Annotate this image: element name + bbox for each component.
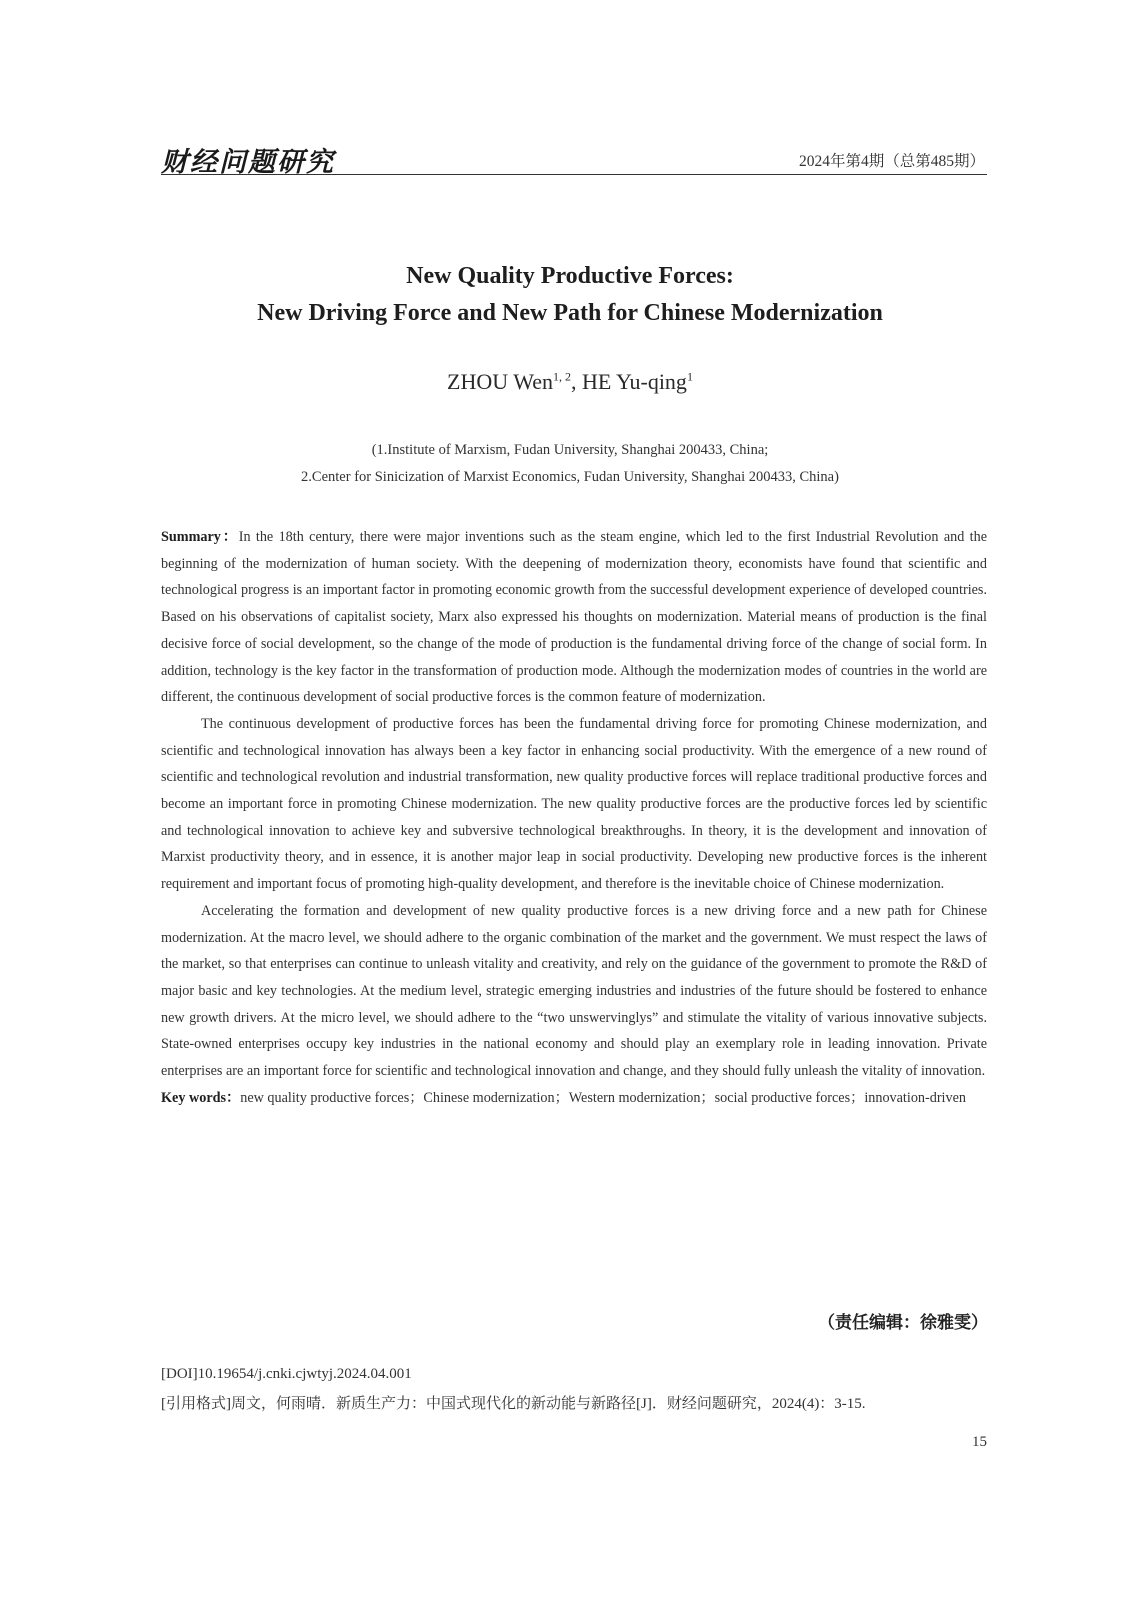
summary-paragraph [161,524,987,711]
journal-logo: 财经问题研究 [161,147,335,177]
article-title [0,258,1140,332]
doi: [DOI]10.19654/j.cnki.cjwtyj.2024.04.001 [161,1366,412,1382]
page-header [161,140,987,175]
keywords-text: new quality productive forces；Chinese modernization；Western modernization；social productive forces；innovation-driven [240,1089,966,1106]
summary-paragraph: Accelerating the formation and development of new quality productive forces is a new driving force and a new path for Chinese modernization. At the macro level, we should adhere to the organic combination of the market and the government. We must respect the laws of the market, so that enterprises can continue to unleash vitality and creativity, and rely on the guidance of the government to promote the R&D of major basic and key technologies. At the medium level, strategic emerging industries and industries of the future should be fostered to enhance new growth drivers. At the micro level, we should adhere to the “two unswervinglys” and stimulate the vitality of various innovative subjects. State-owned enterprises occupy key industries in the national economy and should play an exemplary role in leading innovation. Private enterprises are an important force for scientific and technological innovation and change, and they should fully unleash the vitality of innovation. [161,902,987,1080]
citation-format: [引用格式]周文，何雨晴．新质生产力：中国式现代化的新动能与新路径[J]．财经问题研究，2024(4)：3-15. [161,1396,866,1412]
summary-label: Summary： [161,529,239,545]
issue-info: 2024年第4期（总第485期） [798,153,985,170]
author-affiliation-mark: 1, 2 [553,369,572,384]
author-separator: , [571,369,583,394]
title-line-1: New Quality Productive Forces: [406,263,734,289]
affiliations [0,437,1140,491]
title-line-2: New Driving Force and New Path for Chinese Modernization [257,300,883,326]
summary-text: In the 18th century, there were major inventions such as the steam engine, which led to the first Industrial Revolution and the beginning of the modernization of human society. With the deepening of modernization theory, economists have found that scientific and technological progress is an important factor in promoting economic growth from the successful development experience of developed countries. Based on his observations of capitalist society, Marx also expressed his thoughts on modernization. Material means of production is the final decisive force of social development, so the change of the mode of production is the fundamental driving force of the change of social form. In addition, technology is the key factor in the transformation of production mode. Although the modernization modes of countries in the world are different, the continuous development of social productive forces is the common feature of modernization. [161,529,988,706]
author-list [0,369,1140,395]
author-name: HE Yu-qing [582,369,687,394]
author-affiliation-mark: 1 [686,369,693,384]
author-name: ZHOU Wen [447,369,554,394]
summary-paragraph: The continuous development of productive forces has been the fundamental driving force for promoting Chinese modernization, and scientific and technological innovation has always been a key factor in enhancing social productivity. With the emergence of a new round of scientific and technological revolution and industrial transformation, new quality productive forces will replace traditional productive forces and become an important force in promoting Chinese modernization. The new quality productive forces are the productive forces led by scientific and technological innovation to achieve key and subversive technological breakthroughs. In theory, it is the development and innovation of Marxist productivity theory, and in essence, it is another major leap in social productivity. Developing new productive forces is the inherent requirement and important focus of promoting high-quality development, and therefore is the inevitable choice of Chinese modernization. [161,715,987,893]
responsible-editor: （责任编辑：徐雅雯） [818,1313,988,1333]
page-number: 15 [972,1434,987,1450]
affiliation-line: 2.Center for Sinicization of Marxist Economics, Fudan University, Shanghai 200433, China) [301,469,839,485]
abstract-section [161,524,987,1111]
affiliation-line: (1.Institute of Marxism, Fudan University, Shanghai 200433, China; [371,442,769,458]
keywords-label: Key words： [161,1089,241,1106]
keywords [161,1085,987,1112]
